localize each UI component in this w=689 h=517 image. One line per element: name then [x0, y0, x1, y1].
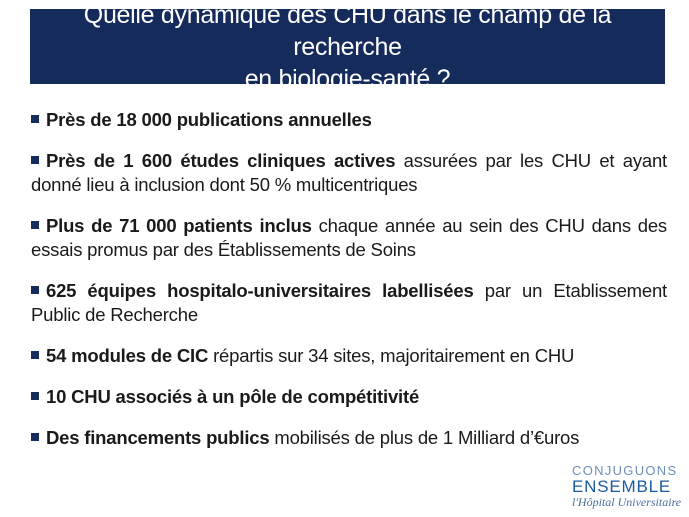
bullet-bold-text: 625 équipes hospitalo-universitaires labellisées	[46, 280, 474, 301]
bullet-bold-text: Plus de 71 000 patients inclus	[46, 215, 312, 236]
bullet-item	[31, 344, 667, 368]
bullet-item	[31, 385, 667, 409]
bullet-bold-text: Près de 18 000 publications annuelles	[46, 109, 372, 130]
bullet-item	[31, 279, 667, 327]
bullet-item	[31, 426, 667, 450]
square-bullet-icon	[31, 351, 39, 359]
bullet-text: chaque année au sein des CHU dans des essais promus par des Établissements de Soins	[31, 215, 667, 260]
square-bullet-icon	[31, 433, 39, 441]
square-bullet-icon	[31, 392, 39, 400]
bullet-bold-text: 54 modules de CIC	[46, 345, 209, 366]
slide-title-line-1: Quelle dynamique des CHU dans le champ de la recherche	[83, 0, 612, 61]
bullet-item	[31, 149, 667, 197]
bullet-bold-text: Des financements publics	[46, 427, 270, 448]
slide-title-bar	[30, 0, 665, 93]
bullet-item	[31, 214, 667, 262]
logo-line-3: l'Hôpital Universitaire	[572, 495, 682, 509]
square-bullet-icon	[31, 156, 39, 164]
square-bullet-icon	[31, 286, 39, 294]
logo-line-2: ENSEMBLE	[572, 477, 671, 496]
bullet-text: mobilisés de plus de 1 Milliard d’€uros	[269, 427, 580, 448]
bullet-text: assurées par les CHU et ayant donné lieu à inclusion dont 50 % multicentriques	[31, 150, 667, 195]
bullet-bold-text: Près de 1 600 études cliniques actives	[46, 150, 396, 171]
bullet-list	[31, 108, 667, 467]
square-bullet-icon	[31, 221, 39, 229]
bullet-bold-text: 10 CHU associés à un pôle de compétitivité	[46, 386, 420, 407]
bullet-item	[31, 108, 667, 132]
square-bullet-icon	[31, 115, 39, 123]
bullet-text: par un Etablissement Public de Recherche	[31, 280, 667, 325]
bullet-text: répartis sur 34 sites, majoritairement en CHU	[208, 345, 575, 366]
slide-title-line-2: en biologie-santé ?	[244, 64, 451, 93]
logo-line-1: CONJUGUONS	[572, 463, 678, 478]
conjuguons-ensemble-logo	[572, 463, 684, 509]
